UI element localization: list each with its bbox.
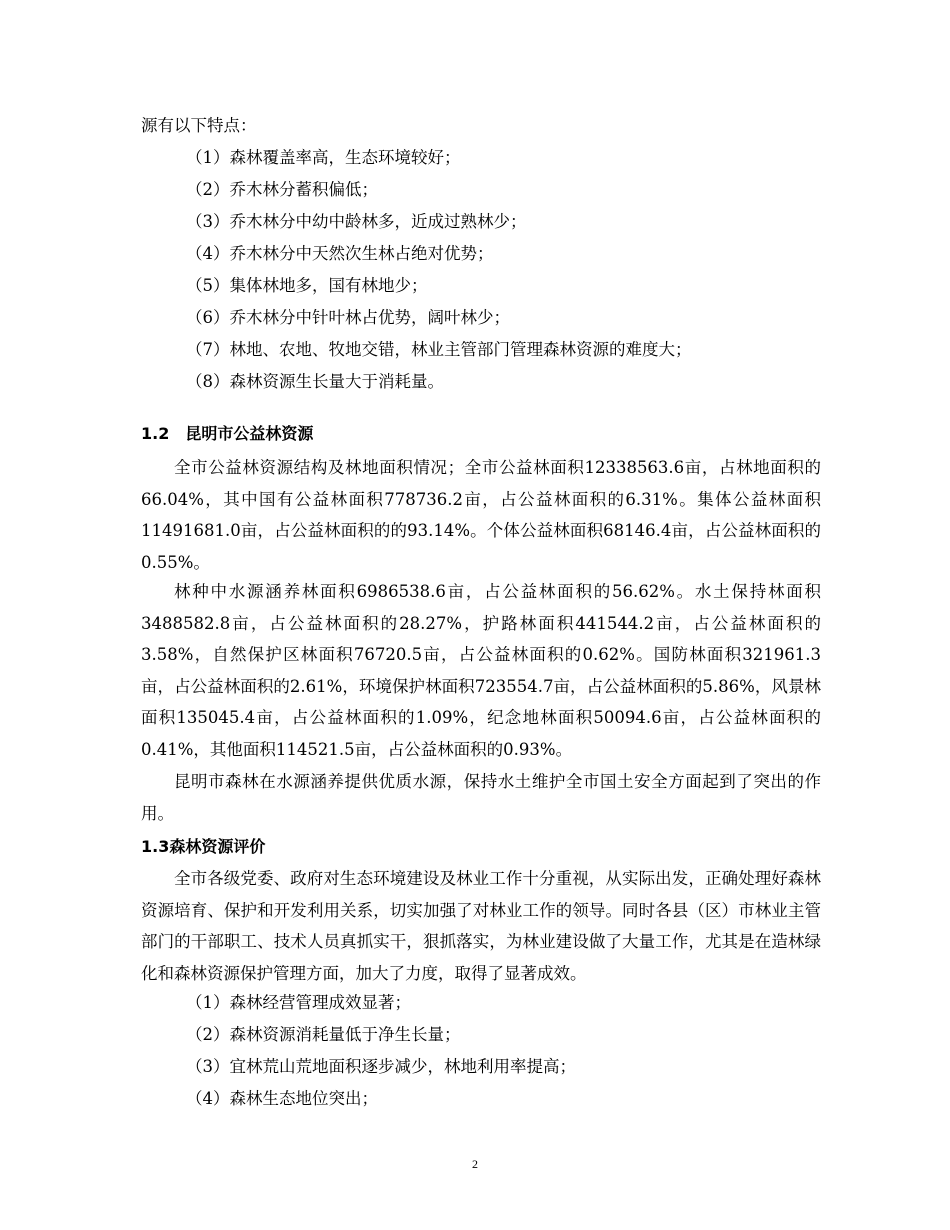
section-1-2-paragraph-1: 全市公益林资源结构及林地面积情况；全市公益林面积12338563.6亩，占林地面积的66.04%，其中国有公益林面积778736.2亩，占公益林面积的6.31%。集体公益林面积11491681.0亩，占公益林面积的的93.14%。个体公益林面积68146.4亩，占公益林面积的0.55%。: [141, 458, 821, 572]
evaluation-item-3: （3）宜林荒山荒地面积逐步减少，林地利用率提高；: [186, 1057, 576, 1076]
evaluation-item-2: （2）森林资源消耗量低于净生长量；: [186, 1025, 461, 1044]
intro-line: 源有以下特点：: [141, 116, 257, 135]
evaluation-item-4: （4）森林生态地位突出；: [186, 1089, 378, 1108]
section-1-3-heading: 1.3森林资源评价: [141, 837, 266, 856]
feature-item-2: （2）乔木林分蓄积偏低；: [186, 180, 378, 199]
feature-item-4: （4）乔木林分中天然次生林占绝对优势；: [186, 244, 494, 263]
feature-item-3: （3）乔木林分中幼中龄林多，近成过熟林少；: [186, 212, 527, 231]
feature-item-6: （6）乔木林分中针叶林占优势，阔叶林少；: [186, 308, 510, 327]
page-number: 2: [472, 1157, 478, 1171]
feature-item-1: （1）森林覆盖率高，生态环境较好；: [186, 148, 461, 167]
feature-item-5: （5）集体林地多，国有林地少；: [186, 276, 428, 295]
feature-item-8: （8）森林资源生长量大于消耗量。: [186, 372, 444, 391]
section-1-2-heading: 1.2 昆明市公益林资源: [141, 424, 314, 443]
section-1-3-paragraph: 全市各级党委、政府对生态环境建设及林业工作十分重视，从实际出发，正确处理好森林资源培育、保护和开发利用关系，切实加强了对林业工作的领导。同时各县（区）市林业主管部门的干部职工、技术人员真抓实干，狠抓落实，为林业建设做了大量工作，尤其是在造林绿化和森林资源保护管理方面，加大了力度，取得了显著成效。: [141, 869, 821, 983]
evaluation-item-1: （1）森林经营管理成效显著；: [186, 993, 411, 1012]
section-1-2-paragraph-2: 林种中水源涵养林面积6986538.6亩，占公益林面积的56.62%。水土保持林面积3488582.8亩，占公益林面积的28.27%，护路林面积441544.2亩，占公益林面积的3.58%，自然保护区林面积76720.5亩，占公益林面积的0.62%。国防林面积321961.3亩，占公益林面积的2.61%，环境保护林面积723554.7亩，占公益林面积的5.86%，风景林面积135045.4亩，占公益林面积的1.09%，纪念地林面积50094.6亩，占公益林面积的0.41%，其他面积114521.5亩，占公益林面积的0.93%。: [141, 582, 821, 759]
feature-item-7: （7）林地、农地、牧地交错，林业主管部门管理森林资源的难度大；: [186, 340, 692, 359]
section-1-2-paragraph-3: 昆明市森林在水源涵养提供优质水源，保持水土维护全市国土安全方面起到了突出的作用。: [141, 772, 821, 823]
